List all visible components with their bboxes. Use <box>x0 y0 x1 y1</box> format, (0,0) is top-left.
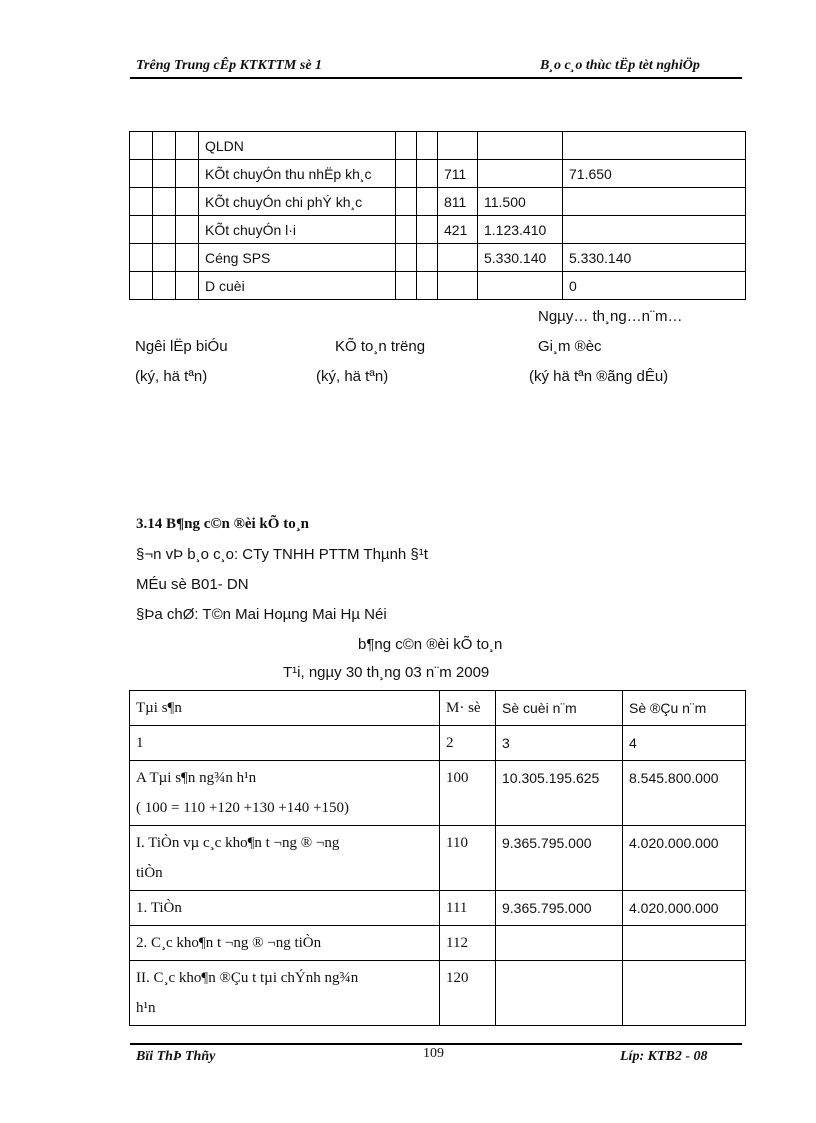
asset-code: 100 <box>440 761 496 826</box>
table-row <box>130 160 746 188</box>
table-row <box>130 188 746 216</box>
debit-amount <box>478 132 563 160</box>
debit-amount <box>478 272 563 300</box>
asset-code: 111 <box>440 891 496 926</box>
end-of-year-value: 10.305.195.625 <box>496 761 623 826</box>
start-of-year-value: 4.020.000.000 <box>623 826 746 891</box>
footer-author: Bïi ThÞ Thñy <box>136 1049 216 1064</box>
account-code <box>438 132 478 160</box>
signature-date: Ngµy… th¸ng…n¨m… <box>538 308 683 325</box>
table-index-row: 1 2 3 4 <box>130 726 746 761</box>
row-description: QLDN <box>199 132 396 160</box>
table-title: b¶ng c©n ®èi kÕ to¸n <box>358 636 503 653</box>
debit-amount <box>478 160 563 188</box>
table-row <box>130 891 746 926</box>
page-number: 109 <box>423 1046 444 1061</box>
header-divider <box>130 77 742 79</box>
row-description: Céng SPS <box>199 244 396 272</box>
signature-note-director: (ký hä tªn ®ãng dÊu) <box>529 368 669 385</box>
asset-code: 112 <box>440 926 496 961</box>
asset-label: A Tµi s¶n ng¾n h¹n ( 100 = 110 +120 +130 +140 +150) <box>130 761 440 826</box>
account-code: 711 <box>438 160 478 188</box>
start-of-year-value: 4.020.000.000 <box>623 891 746 926</box>
table-row <box>130 216 746 244</box>
debit-amount: 1.123.410 <box>478 216 563 244</box>
row-description: D cuèi <box>199 272 396 300</box>
table-row <box>130 926 746 961</box>
form-number: MÉu sè B01- DN <box>136 576 249 593</box>
report-date: T¹i, ngµy 30 th¸ng 03 n¨m 2009 <box>283 664 490 681</box>
credit-amount <box>563 216 746 244</box>
signature-chief-accountant: KÕ to¸n trëng <box>335 338 426 355</box>
account-code: 811 <box>438 188 478 216</box>
signature-note-preparer: (ký, hä tªn) <box>135 368 208 385</box>
table-header-row <box>130 691 746 726</box>
debit-amount: 5.330.140 <box>478 244 563 272</box>
start-of-year-value <box>623 961 746 1026</box>
signature-preparer: Ngêi lËp biÓu <box>135 338 228 355</box>
signature-note-chief: (ký, hä tªn) <box>316 368 389 385</box>
ledger-table <box>129 131 746 300</box>
header-start-of-year: Sè ®Çu n¨m <box>623 691 746 726</box>
account-code <box>438 244 478 272</box>
end-of-year-value <box>496 961 623 1026</box>
row-description: KÕt chuyÓn l·i <box>199 216 396 244</box>
credit-amount: 0 <box>563 272 746 300</box>
header-report-title: B¸o c¸o thùc tËp tèt nghiÖp <box>540 58 700 73</box>
asset-label: 1. TiÒn <box>130 891 440 926</box>
signature-director: Gi¸m ®èc <box>538 338 602 355</box>
start-of-year-value <box>623 926 746 961</box>
credit-amount <box>563 132 746 160</box>
credit-amount: 71.650 <box>563 160 746 188</box>
credit-amount: 5.330.140 <box>563 244 746 272</box>
end-of-year-value: 9.365.795.000 <box>496 891 623 926</box>
section-title: 3.14 B¶ng c©n ®èi kÕ to¸n <box>136 516 310 532</box>
table-row <box>130 961 746 1026</box>
header-code: M· sè <box>440 691 496 726</box>
header-assets: Tµi s¶n <box>130 691 440 726</box>
header-end-of-year: Sè cuèi n¨m <box>496 691 623 726</box>
footer-divider <box>130 1043 742 1045</box>
end-of-year-value <box>496 926 623 961</box>
table-row <box>130 272 746 300</box>
debit-amount: 11.500 <box>478 188 563 216</box>
asset-label: II. C¸c kho¶n ®Çu t tµi chÝnh ng¾n h¹n <box>130 961 440 1026</box>
asset-label: I. TiÒn vµ c¸c kho¶n t ¬ng ® ¬ng tiÒn <box>130 826 440 891</box>
end-of-year-value: 9.365.795.000 <box>496 826 623 891</box>
table-row <box>130 761 746 826</box>
account-code <box>438 272 478 300</box>
row-description: KÕt chuyÓn thu nhËp kh¸c <box>199 160 396 188</box>
balance-sheet-table <box>129 690 746 1026</box>
asset-code: 110 <box>440 826 496 891</box>
header-school: Trêng Trung cÊp KTKTTM sè 1 <box>136 58 323 73</box>
start-of-year-value: 8.545.800.000 <box>623 761 746 826</box>
footer-class: Líp: KTB2 - 08 <box>620 1049 708 1064</box>
row-description: KÕt chuyÓn chi phÝ kh¸c <box>199 188 396 216</box>
address: §Þa chØ: T©n Mai Hoµng Mai Hµ Néi <box>136 606 387 623</box>
table-row <box>130 132 746 160</box>
table-row <box>130 244 746 272</box>
reporting-unit: §¬n vÞ b¸o c¸o: CTy TNHH PTTM Thµnh §¹t <box>136 546 428 563</box>
credit-amount <box>563 188 746 216</box>
table-row <box>130 826 746 891</box>
asset-label: 2. C¸c kho¶n t ¬ng ® ¬ng tiÒn <box>130 926 440 961</box>
account-code: 421 <box>438 216 478 244</box>
asset-code: 120 <box>440 961 496 1026</box>
